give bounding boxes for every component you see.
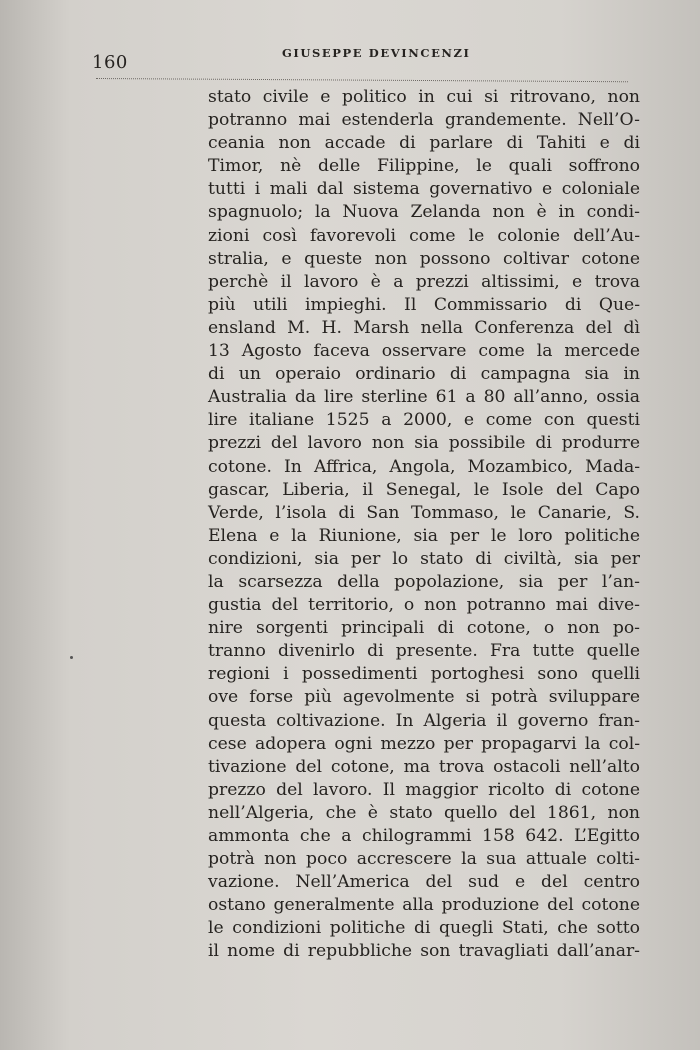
text-line: 13 Agosto faceva osservare come la mercede <box>208 341 640 362</box>
text-line: Timor, nè delle Filippine, le quali soffrono <box>208 156 640 177</box>
paper-speck <box>70 656 73 659</box>
text-line: gustia del territorio, o non potranno mai dive- <box>208 595 640 616</box>
text-line: potranno mai estenderla grandemente. Nell’O- <box>208 110 640 131</box>
text-line: il nome di repubbliche son travagliati dall’anar- <box>208 941 640 962</box>
text-line: cotone. In Affrica, Angola, Mozambico, Mada- <box>208 456 640 477</box>
text-line: ove forse più agevolmente si potrà sviluppare <box>208 687 640 708</box>
running-head: GIUSEPPE DEVINCENZI <box>282 46 471 60</box>
text-line: zioni così favorevoli come le colonie dell’Au- <box>208 225 640 246</box>
text-line: prezzi del lavoro non sia possibile di produrre <box>208 433 640 454</box>
text-line: tivazione del cotone, ma trova ostacoli nell’alto <box>208 756 640 777</box>
text-line: tranno divenirlo di presente. Fra tutte quelle <box>208 641 640 662</box>
text-line: spagnuolo; la Nuova Zelanda non è in condi- <box>208 202 640 223</box>
text-line: regioni i possedimenti portoghesi sono quelli <box>208 664 640 685</box>
text-line: cese adopera ogni mezzo per propagarvi la col- <box>208 733 640 754</box>
text-line: stralia, e queste non possono coltivar cotone <box>208 248 640 269</box>
header-dotted-rule <box>96 78 628 82</box>
text-line: le condizioni politiche di quegli Stati, che sotto <box>208 918 640 939</box>
text-line: Australia da lire sterline 61 a 80 all’anno, ossia <box>208 387 640 408</box>
text-line: Verde, l’isola di San Tommaso, le Canarie, S. <box>208 502 640 523</box>
text-line: lire italiane 1525 a 2000, e come con questi <box>208 410 640 431</box>
text-line: prezzo del lavoro. Il maggior ricolto di cotone <box>208 779 640 800</box>
text-line: perchè il lavoro è a prezzi altissimi, e trova <box>208 271 640 292</box>
text-line: ensland M. H. Marsh nella Conferenza del dì <box>208 317 640 338</box>
text-line: nire sorgenti principali di cotone, o non po- <box>208 618 640 639</box>
text-line: più utili impieghi. Il Commissario di Que- <box>208 294 640 315</box>
text-line: gascar, Liberia, il Senegal, le Isole del Capo <box>208 479 640 500</box>
text-line: di un operaio ordinario di campagna sia in <box>208 364 640 385</box>
body-text <box>208 86 640 964</box>
text-line: ammonta che a chilogrammi 158 642. L’Egitto <box>208 826 640 846</box>
text-line: potrà non poco accrescere la sua attuale colti- <box>208 849 640 870</box>
text-line: ostano generalmente alla produzione del cotone <box>208 895 640 916</box>
text-line: condizioni, sia per lo stato di civiltà, sia per <box>208 548 640 569</box>
text-line: la scarsezza della popolazione, sia per l’an- <box>208 571 640 592</box>
text-line: nell’Algeria, che è stato quello del 1861, non <box>208 802 640 823</box>
text-line: vazione. Nell’America del sud e del centro <box>208 872 640 893</box>
page-number: 160 <box>92 52 128 73</box>
text-line: Elena e la Riunione, sia per le loro politiche <box>208 525 640 546</box>
text-line: ceania non accade di parlare di Tahiti e di <box>208 133 640 154</box>
text-line: stato civile e politico in cui si ritrovano, non <box>208 87 640 107</box>
text-line: questa coltivazione. In Algeria il governo fran- <box>208 710 640 731</box>
text-line: tutti i mali dal sistema governativo e coloniale <box>208 179 640 200</box>
